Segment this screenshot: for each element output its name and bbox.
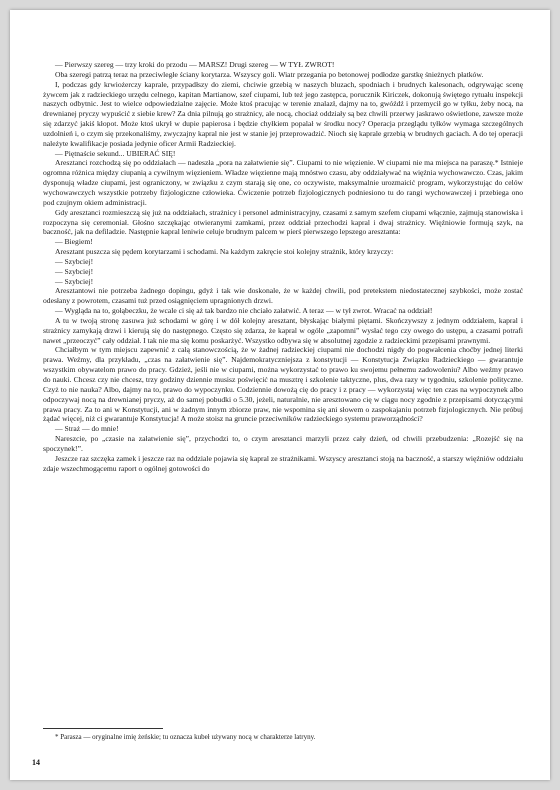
paragraph: — Szybciej! — [55, 256, 94, 266]
body-text — [43, 60, 523, 473]
paragraph: — Piętnaście sekund... UBIERAĆ SIĘ! — [55, 148, 176, 158]
paragraph: Chciałbym w tym miejscu zapewnić z całą stanowczością, że w żadnej radzieckiej ciupami nie dochodzi nigdy do pogwałcenia choćby jednej literki prawa. Weźmy, dla przykładu, „czas na załatwienie się”. Najdemokratyczniejsza z konstytucji — Konstytucja Związku Radzieckiego — gwarantuje wszystkim obywatelom prawo do pracy. Gdzież, jeśli nie w ciupami, można wykorzystać to prawo ku swojemu pełnemu zadowoleniu? Albo weźmy prawo do nauki. Chcesz czy nie chcesz, trzy godziny dziennie musisz poświęcić na musztrę i szkolenie taktyczne, plus, dwa razy w tygodniu, szkolenie polityczne. Czyż to nie nauka? Albo, dajmy na to, prawo do wypoczynku. Codziennie dowożą cię do pracy i z pracy — wykorzystaj więc ten czas na wypoczynek albo odpoczywaj nocą na drewnianej pryczy, aż do samej pobudki o 5.30, jeżeli, naturalnie, nie aresztowano cię w ciągu nocy zgodnie z przepisami dotyczącymi prawa pracy. Za to ani w Konstytucji, ani w żadnym innym zbiorze praw, nie wspomina się ani słowem o zaspokajaniu potrzeb fizjologicznych. Nie próbuj żądać więcej, niż ci gwarantuje Konstytucja! A może stoisz na gruncie przeciwników radzieckiego systemu praworządności? — [43, 345, 523, 424]
book-page — [10, 10, 550, 780]
footnote-rule — [43, 728, 163, 729]
paragraph: Gdy aresztanci rozmieszczą się już na oddziałach, strażnicy i personel administracyjny, czasami z samym szefem ciupami włącznie, zajmują stanowiska i rozpoczyna się ceremoniał. Głośno szczękając otwieranymi zamkami, przez oddział przechodzi kapral i dwaj strażnicy. Więźniowie formują szyk, na baczność, jak na defiladzie. Następnie kapral leniwie celuje brudnym palcem w pierś pierwszego lepszego aresztanta: — [43, 207, 523, 237]
paragraph: Aresztanci rozchodzą się po oddziałach — nadeszła „pora na załatwienie się”. Ciupami to nie więzienie. W ciupami nie ma miejsca na paraszę.* Istnieje ogromna różnica między ciupanią a cywilnym więzieniem. Władze więzienne mają mnóstwo czasu, aby oddziaływać na więźnia wychowawczo. Czas, jakim dysponują władze ciupami, jest ograniczony, w związku z czym starają się one, co oczywiste, maksymalnie urozmaicić program, wykorzystując do celów wychowawczych wszystkie potrzeby fizjologiczne człowieka. Ćwiczenie potrzeb fizjologicznych podniesiono tu do rangi wychowawczej i przebiega ono pod czujnym okiem administracji. — [43, 158, 523, 207]
paragraph: — Pierwszy szereg — trzy kroki do przodu — MARSZ! Drugi szereg — W TYŁ ZWROT! — [55, 60, 335, 69]
paragraph: — Szybciej! — [55, 266, 94, 276]
paragraph: I, podczas gdy krwiożerczy kaprale, przypadłszy do ziemi, chciwie grzebią w naszych bluzach, spodniach i brudnych kalesonach, odgrywając scenę żywcem jak z radzieckiego urzędu celnego, kapitan Martianow, szef ciupami, lub też jego zastępca, porucznik Kiriczek, dokonują świętego rytuału inspekcji naszych odbytnic. Jest to wielce odpowiedzialne zajęcie. Może ktoś pracując w terenie znalazł, dajmy na to, gwóźdź i przemycił go w tyłku, żeby nocą, na drewnianej pryczy wypuścić z siebie krew? Za dnia pilnują go strażnicy, ale nocą, chociaż oddziały są bez chwili przerwy jaskrawo oświetlone, zawsze może się zdarzyć jakiś kłopot. Może ktoś ukrył w dupie papierosa i będzie chyłkiem popalał w środku nocy? Operacja przeglądu tyłków wymaga szczególnych uzdolnień i, o czym się przekonaliśmy, zwyczajny kapral nie jest w stanie jej przeprowadzić. Nioch się kaprale grzebią w brudnych gaciach. A do tej operacji należyte kwalifikacje posiada jedynie oficer Armii Radzieckiej. — [43, 79, 523, 148]
paragraph: Jeszcze raz szczęka zamek i jeszcze raz na oddziale pojawia się kapral ze strażnikami. Wszyscy aresztanci stoją na baczność, a starszy więźniów oddziału zdaje wszechmogącemu raport o ogólnej gotowości do — [43, 453, 523, 473]
paragraph: Aresztant puszcza się pędem korytarzami i schodami. Na każdym zakręcie stoi kolejny strażnik, który krzyczy: — [55, 247, 394, 257]
paragraph: A tu w twoją stronę zasuwa już schodami w górę i w dół kolejny aresztant, błyskając białymi piętami. Skończywszy z jednym oddziałem, kapral i strażnicy zamykają drzwi i kierują się do następnego. Często się zdarza, że kapral w ogóle „zapomni” wysłać tego czy owego do ustępu, a czasami potrafi nawet „przeoczyć” cały oddział. I tak nie ma się komu poskarżyć. Wszystko odbywa się w absolutnej zgodzie z radzieckimi przepisami prawnymi. — [43, 315, 523, 345]
paragraph: — Straż — do mnie! — [55, 424, 119, 434]
paragraph: Aresztantowi nie potrzeba żadnego dopingu, gdyż i tak wie doskonale, że w każdej chwili, pod pretekstem niedostatecznej szybkości, może zostać odesłany z powrotem, czasami tuż przed osiągnięciem upragnionych drzwi. — [43, 286, 523, 306]
paragraph: Nareszcie, po „czasie na załatwienie się”, przychodzi to, o czym aresztanci marzyli przez cały dzień, od chwili przebudzenia: „Rozejść się na spoczynek!”. — [43, 434, 523, 453]
paragraph: — Szybciej! — [55, 276, 94, 286]
paragraph: Oba szeregi patrzą teraz na przeciwległe ściany korytarza. Wszyscy goli. Wiatr przegania po betonowej podłodze garstkę śnieżnych płatków. — [55, 69, 484, 79]
footnote: * Parasza — oryginalne imię żeńskie; tu oznacza kubeł używany nocą w charakterze latryny. — [55, 733, 316, 741]
paragraph: — Wygląda na to, gołąbeczku, że wcale ci się aż tak bardzo nie chciało załatwić. A teraz — w tył zwrot. Wracać na oddział! — [55, 306, 433, 316]
paragraph: — Biegiem! — [55, 237, 93, 247]
page-number: 14 — [32, 758, 40, 767]
